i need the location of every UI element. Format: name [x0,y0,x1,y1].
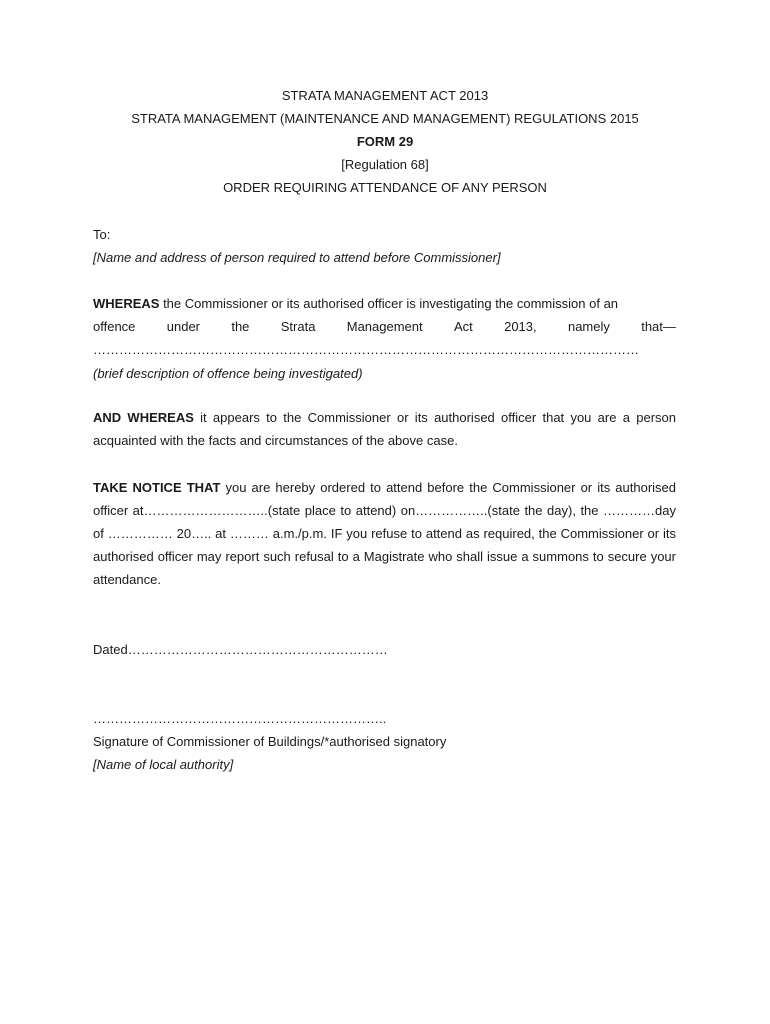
whereas-word: Act [453,319,473,334]
dated-line: Dated…………………………………………………… [93,642,388,657]
whereas-line-1 [93,296,676,312]
regulations-heading: STRATA MANAGEMENT (MAINTENANCE AND MANAGEMENT) REGULATIONS 2015 [131,111,639,126]
whereas-word: offence [93,319,136,334]
and-whereas-paragraph [93,406,676,452]
regulation-reference: [Regulation 68] [341,157,429,172]
whereas-word: 2013, [504,319,537,334]
whereas-word: the [231,319,250,334]
and-whereas-keyword: AND WHEREAS [93,410,194,425]
signature-label: Signature of Commissioner of Buildings/*authorised signatory [93,734,447,749]
offence-description-dots: ……………………………………………………………………………………………………………… [93,342,639,357]
addressee-placeholder: [Name and address of person required to attend before Commissioner] [93,250,501,265]
whereas-word: namely [567,319,610,334]
take-notice-text: you are hereby ordered to attend before the Commissioner or its authorised officer at………………………..(state place to attend) on……………..(state the day), the …………day of …………… 20….. at ……… a.m./p.m. IF you refuse to attend as required, the Commissioner or its authorised officer may report such refusal to a Magistrate who shall issue a summons to secure your attendance. [93,480,677,587]
whereas-text: the Commissioner or its authorised officer is investigating the commission of an [159,296,619,311]
whereas-word: Strata [280,319,316,334]
and-whereas-text: it appears to the Commissioner or its authorised officer that you are a person acquainted with the facts and circumstances of the above case. [93,410,676,448]
whereas-line-2 [93,319,676,335]
whereas-word: Management [346,319,423,334]
to-label: To: [93,227,111,242]
form-number: FORM 29 [356,134,414,149]
whereas-word: that— [641,319,676,334]
local-authority-placeholder: [Name of local authority] [93,757,234,772]
take-notice-keyword: TAKE NOTICE THAT [93,480,221,495]
act-heading: STRATA MANAGEMENT ACT 2013 [281,88,489,103]
whereas-word: under [166,319,200,334]
whereas-keyword: WHEREAS [93,296,160,311]
take-notice-paragraph [93,476,676,591]
offence-description-note: (brief description of offence being investigated) [93,366,363,381]
form-title: ORDER REQUIRING ATTENDANCE OF ANY PERSON [223,180,547,195]
signature-dots: ………………………………………………………….. [93,711,387,726]
